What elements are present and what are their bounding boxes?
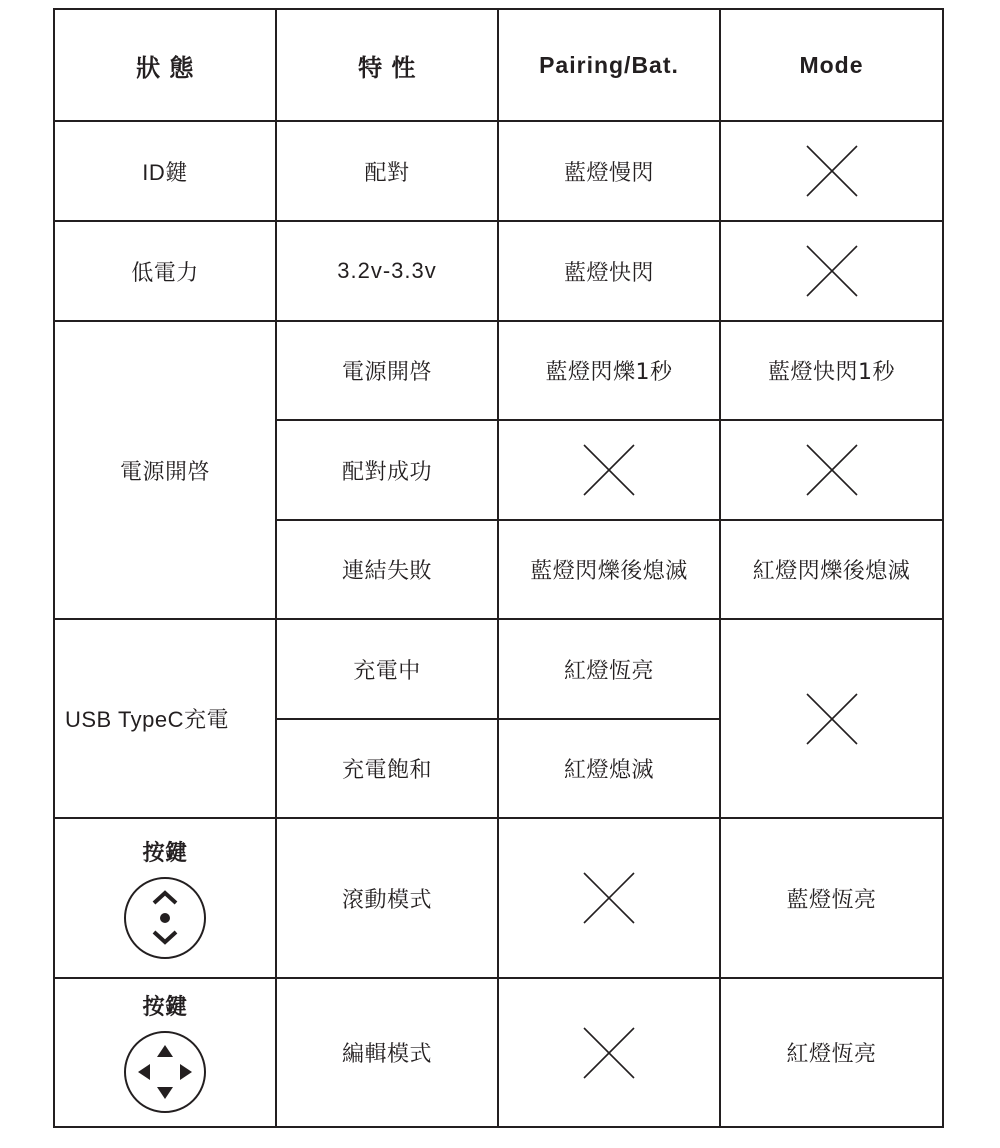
feature-power-on: 電源開啓 [276, 321, 498, 420]
header-status: 狀 態 [54, 9, 276, 121]
pairing-blue-blink-then-off: 藍燈閃爍後熄滅 [498, 520, 720, 619]
x-mark-icon [582, 1026, 636, 1080]
mode-blue-steady: 藍燈恆亮 [720, 818, 943, 978]
feature-voltage: 3.2v-3.3v [276, 221, 498, 321]
pairing-none [498, 818, 720, 978]
pairing-red-off: 紅燈熄滅 [498, 719, 720, 818]
mode-none [720, 221, 943, 321]
row-label-usb-charge: USB TypeC充電 [54, 619, 276, 818]
key-label: 按鍵 [142, 995, 188, 1020]
pairing-none [498, 978, 720, 1127]
up-down-dot-button-icon [122, 875, 208, 961]
header-row [54, 9, 943, 121]
feature-edit-mode: 編輯模式 [276, 978, 498, 1127]
row-label-low-power: 低電力 [54, 221, 276, 321]
feature-scroll-mode: 滾動模式 [276, 818, 498, 978]
pairing-none [498, 420, 720, 520]
x-mark-icon [582, 871, 636, 925]
header-feature: 特 性 [276, 9, 498, 121]
mode-none [720, 121, 943, 221]
row-label-power-on: 電源開啓 [54, 321, 276, 619]
row-label-key-scroll [54, 818, 276, 978]
four-arrow-button-icon [122, 1029, 208, 1115]
key-label: 按鍵 [142, 840, 188, 866]
mode-blue-fast-blink-1s: 藍燈快閃1秒 [720, 321, 943, 420]
feature-charge-full: 充電飽和 [276, 719, 498, 818]
row-label-id-key: ID鍵 [54, 121, 276, 221]
feature-charging: 充電中 [276, 619, 498, 719]
header-pairing: Pairing/Bat. [498, 9, 720, 121]
x-mark-icon [582, 443, 636, 497]
table-row-key-edit [54, 978, 943, 1127]
x-mark-icon [805, 144, 859, 198]
mode-red-blink-then-off: 紅燈閃爍後熄滅 [720, 520, 943, 619]
feature-pairing: 配對 [276, 121, 498, 221]
header-mode: Mode [720, 9, 943, 121]
pairing-blue-blink-1s: 藍燈閃爍1秒 [498, 321, 720, 420]
pairing-blue-fast-blink: 藍燈快閃 [498, 221, 720, 321]
pairing-blue-slow-blink: 藍燈慢閃 [498, 121, 720, 221]
mode-none [720, 619, 943, 818]
table-row-power-on-1 [54, 321, 943, 420]
table-row-usb-charge-1 [54, 619, 943, 719]
pairing-red-steady: 紅燈恆亮 [498, 619, 720, 719]
row-label-key-edit [54, 978, 276, 1127]
status-table [53, 8, 944, 1128]
feature-pair-success: 配對成功 [276, 420, 498, 520]
mode-none [720, 420, 943, 520]
feature-connect-fail: 連結失敗 [276, 520, 498, 619]
table-row-key-scroll [54, 818, 943, 978]
x-mark-icon [805, 244, 859, 298]
table-row-low-power [54, 221, 943, 321]
x-mark-icon [805, 443, 859, 497]
mode-red-steady: 紅燈恆亮 [720, 978, 943, 1127]
x-mark-icon [805, 692, 859, 746]
table-row-id-key [54, 121, 943, 221]
